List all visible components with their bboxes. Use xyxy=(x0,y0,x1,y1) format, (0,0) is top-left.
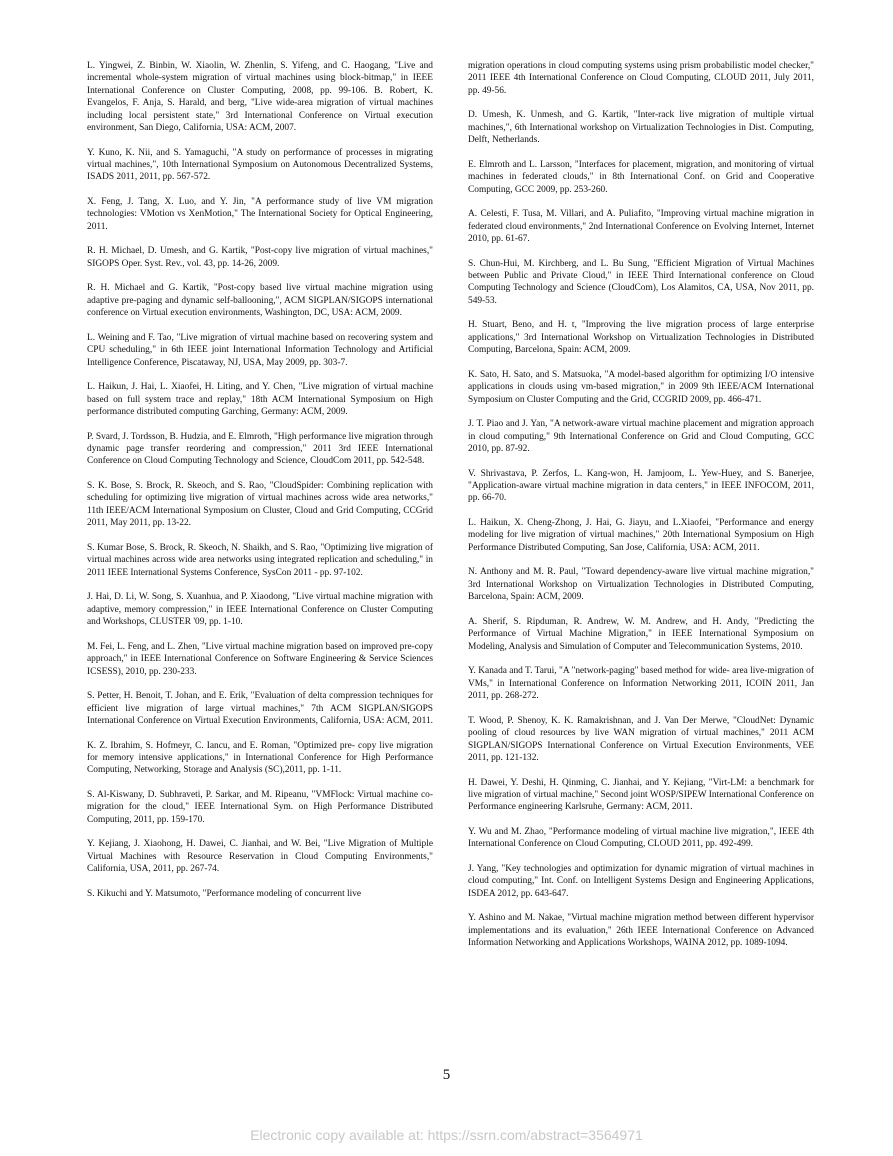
reference-entry: N. Anthony and M. R. Paul, "Toward dependency-aware live virtual machine migration," 3rd International Workshop on Virtualization Technologies in Distributed Computing, Barcelona, Spain: ACM, 2009. xyxy=(468,567,814,603)
reference-entry: J. T. Piao and J. Yan, "A network-aware virtual machine placement and migration approach in cloud computing," 9th International Conference on Grid and Cloud Computing, GCC 2010, pp. 87-92. xyxy=(468,419,814,455)
reference-entry: V. Shrivastava, P. Zerfos, L. Kang-won, H. Jamjoom, L. Yew-Huey, and S. Banerjee, "Application-aware virtual machine migration in data centers," in IEEE INFOCOM, 2011, pp. 66-70. xyxy=(468,468,814,504)
reference-entry: H. Dawei, Y. Deshi, H. Qinming, C. Jianhai, and Y. Kejiang, "Virt-LM: a benchmark for live migration of virtual machine," Second joint WOSP/SIPEW International Conference on Performance engineering Karlsruhe, Germany: ACM, 2011. xyxy=(468,777,814,813)
reference-entry: L. Weining and F. Tao, "Live migration of virtual machine based on recovering system and CPU scheduling," in 6th IEEE joint International Information Technology and Artificial Intelligence Conference, Piscataway, NJ, USA, May 2009, pp. 303-7. xyxy=(87,332,433,368)
reference-entry: S. Kikuchi and Y. Matsumoto, "Performance modeling of concurrent live xyxy=(87,888,362,899)
reference-entry: migration operations in cloud computing systems using prism probabilistic model checker," 2011 IEEE 4th International Conference on Cloud Computing, CLOUD 2011, July 2011, pp. 49-56. xyxy=(468,61,814,96)
reference-entry: L. Haikun, J. Hai, L. Xiaofei, H. Liting, and Y. Chen, "Live migration of virtual machine based on full system trace and replay," 18th ACM International Symposium on High performance distributed computing Garching, Germany: ACM, 2009. xyxy=(87,382,433,418)
page-number: 5 xyxy=(442,1067,451,1083)
reference-entry: E. Elmroth and L. Larsson, "Interfaces for placement, migration, and monitoring of virtual machines in federated clouds," in 8th International Conf. on Grid and Cooperative Computing, GCC 2009, pp. 253-260. xyxy=(468,159,814,195)
reference-entry: Y. Kejiang, J. Xiaohong, H. Dawei, C. Jianhai, and W. Bei, "Live Migration of Multiple Virtual Machines with Resource Reservation in Cloud Computing Environments," California, USA, 2011, pp. 267-74. xyxy=(87,839,433,875)
reference-entry: S. Al-Kiswany, D. Subhraveti, P. Sarkar, and M. Ripeanu, "VMFlock: Virtual machine co-migration for the cloud," IEEE International Sym. on High Performance Distributed Computing, 2011, pp. 159-170. xyxy=(87,789,433,825)
reference-entry: J. Yang, "Key technologies and optimization for dynamic migration of virtual machines in cloud computing," Int. Conf. on Intelligent Systems Design and Engineering Applications, ISDEA 2012, pp. 643-647. xyxy=(468,863,814,899)
reference-entry: L. Yingwei, Z. Binbin, W. Xiaolin, W. Zhenlin, S. Yifeng, and C. Haogang, "Live and incremental whole-system migration of virtual machines using block-bitmap," in IEEE International Conference on Cluster Computing, 2008, pp. 99-106. B. Robert, K. Evangelos, F. Anja, S. Harald, and berg, "Live wide-area migration of virtual machines including local persistent state," 3rd International Conference on Virtual execution environment, San Diego, California, USA: ACM, 2007. xyxy=(87,61,433,134)
reference-entry: Y. Ashino and M. Nakae, "Virtual machine migration method between different hypervisor implementations and its evaluation," 26th IEEE International Conference on Advanced Information Networking and Applications Workshops, WAINA 2012, pp. 1089-1094. xyxy=(468,913,814,949)
reference-entry: J. Hai, D. Li, W. Song, S. Xuanhua, and P. Xiaodong, "Live virtual machine migration with adaptive, memory compression," in IEEE International Conference on Cluster Computing and Workshops, CLUSTER '09, pp. 1-10. xyxy=(87,592,433,628)
reference-entry: D. Umesh, K. Unmesh, and G. Kartik, "Inter-rack live migration of multiple virtual machines,", 6th International workshop on Virtualization Technologies in Dist. Computing, Delft, Netherlands. xyxy=(468,110,814,146)
reference-entry: S. Petter, H. Benoit, T. Johan, and E. Erik, "Evaluation of delta compression techniques for efficient live migration of large virtual machines," 7th ACM SIGPLAN/SIGOPS International Conference on Virtual Execution Environments, California, USA: ACM, 2011. xyxy=(87,691,433,726)
references-right-column xyxy=(468,60,814,962)
reference-entry: H. Stuart, Beno, and H. t, "Improving the live migration process of large enterprise applications," 3rd International Workshop on Virtualization Technologies in Distributed Computing, Barcelona, Spain: ACM, 2009. xyxy=(468,320,814,356)
reference-entry: A. Celesti, F. Tusa, M. Villari, and A. Puliafito, "Improving virtual machine migration in federated cloud environments," 2nd International Conference on Evolving Internet, Internet 2010, pp. 61-67. xyxy=(468,209,814,245)
reference-entry: S. K. Bose, S. Brock, R. Skeoch, and S. Rao, "CloudSpider: Combining replication with scheduling for optimizing live migration of virtual machines across wide area networks," 11th IEEE/ACM International Symposium on Cluster, Cloud and Grid Computing, CCGrid 2011, May 2011, pp. 13-22. xyxy=(87,481,433,529)
reference-entry: Y. Kuno, K. Nii, and S. Yamaguchi, "A study on performance of processes in migrating virtual machines,", 10th International Symposium on Autonomous Decentralized Systems, ISADS 2011, 2011, pp. 567-572. xyxy=(87,147,433,183)
reference-entry: A. Sherif, S. Ripduman, R. Andrew, W. M. Andrew, and H. Andy, "Predicting the Performance of Virtual Machine Migration," in IEEE International Symposium on Modeling, Analysis and Simulation of Computer and Telecommunication Systems, 2010. xyxy=(468,616,814,652)
reference-entry: L. Haikun, X. Cheng-Zhong, J. Hai, G. Jiayu, and L.Xiaofei, "Performance and energy modeling for live migration of virtual machines," 20th International Symposium on High Performance Distributed Computing, San Jose, California, USA: ACM, 2011. xyxy=(468,518,814,553)
reference-entry: X. Feng, J. Tang, X. Luo, and Y. Jin, "A performance study of live VM migration technologies: VMotion vs XenMotion," The International Society for Optical Engineering, 2011. xyxy=(87,197,433,232)
reference-entry: K. Z. Ibrahim, S. Hofmeyr, C. Iancu, and E. Roman, "Optimized pre- copy live migration for memory intensive applications," in International Conference for High Performance Computing, Networking, Storage and Analysis (SC),2011, pp. 1-11. xyxy=(87,740,433,776)
reference-entry: S. Chun-Hui, M. Kirchberg, and L. Bu Sung, "Efficient Migration of Virtual Machines between Public and Private Cloud," in IEEE Third International conference on Cloud Computing Technology and Science (CloudCom), Los Alamitos, CA, USA, Nov 2011, pp. 549-53. xyxy=(468,258,814,306)
ssrn-footer: Electronic copy available at: https://ssrn.com/abstract=3564971 xyxy=(250,1127,643,1143)
reference-entry: S. Kumar Bose, S. Brock, R. Skeoch, N. Shaikh, and S. Rao, "Optimizing live migration of virtual machines across wide area networks using integrated replication and scheduling," in 2011 IEEE International Systems Conference, SysCon 2011 - pp. 97-102. xyxy=(87,542,433,578)
reference-entry: M. Fei, L. Feng, and L. Zhen, "Live virtual machine migration based on improved pre-copy approach," in IEEE International Conference on Software Engineering & Service Sciences ICSESS), 2010, pp. 230-233. xyxy=(87,641,433,677)
reference-entry: R. H. Michael, D. Umesh, and G. Kartik, "Post-copy live migration of virtual machines," SIGOPS Oper. Syst. Rev., vol. 43, pp. 14-26, 2009. xyxy=(87,246,433,269)
reference-entry: R. H. Michael and G. Kartik, "Post-copy based live virtual machine migration using adaptive pre-paging and dynamic self-ballooning,", ACM SIGPLAN/SIGOPS international conference on Virtual execution environments, Washington, DC, USA: ACM, 2009. xyxy=(87,283,433,319)
reference-entry: K. Sato, H. Sato, and S. Matsuoka, "A model-based algorithm for optimizing I/O intensive applications in clouds using vm-based migration," in 2009 9th IEEE/ACM International Symposium on Cluster Computing and the Grid, CCGRID 2009, pp. 466-471. xyxy=(468,369,814,405)
reference-entry: P. Svard, J. Tordsson, B. Hudzia, and E. Elmroth, "High performance live migration through dynamic page transfer reordering and compression," 2011 3rd IEEE International Conference on Cloud Computing Technology and Science, CloudCom 2011, pp. 542-548. xyxy=(87,431,433,467)
reference-entry: Y. Wu and M. Zhao, "Performance modeling of virtual machine live migration,", IEEE 4th International Conference on Cloud Computing, CLOUD 2011, pp. 492-499. xyxy=(468,826,814,850)
references-left-column xyxy=(87,60,433,912)
reference-entry: Y. Kanada and T. Tarui, "A "network-paging" based method for wide- area live-migration of VMs," in International Conference on Information Networking 2011, ICOIN 2011, Jan 2011, pp. 268-272. xyxy=(468,666,814,702)
reference-entry: T. Wood, P. Shenoy, K. K. Ramakrishnan, and J. Van Der Merwe, "CloudNet: Dynamic pooling of cloud resources by live WAN migration of virtual machines," 2011 ACM SIGPLAN/SIGOPS International Conference on Virtual Execution Environments, VEE 2011, pp. 121-132. xyxy=(468,715,814,763)
